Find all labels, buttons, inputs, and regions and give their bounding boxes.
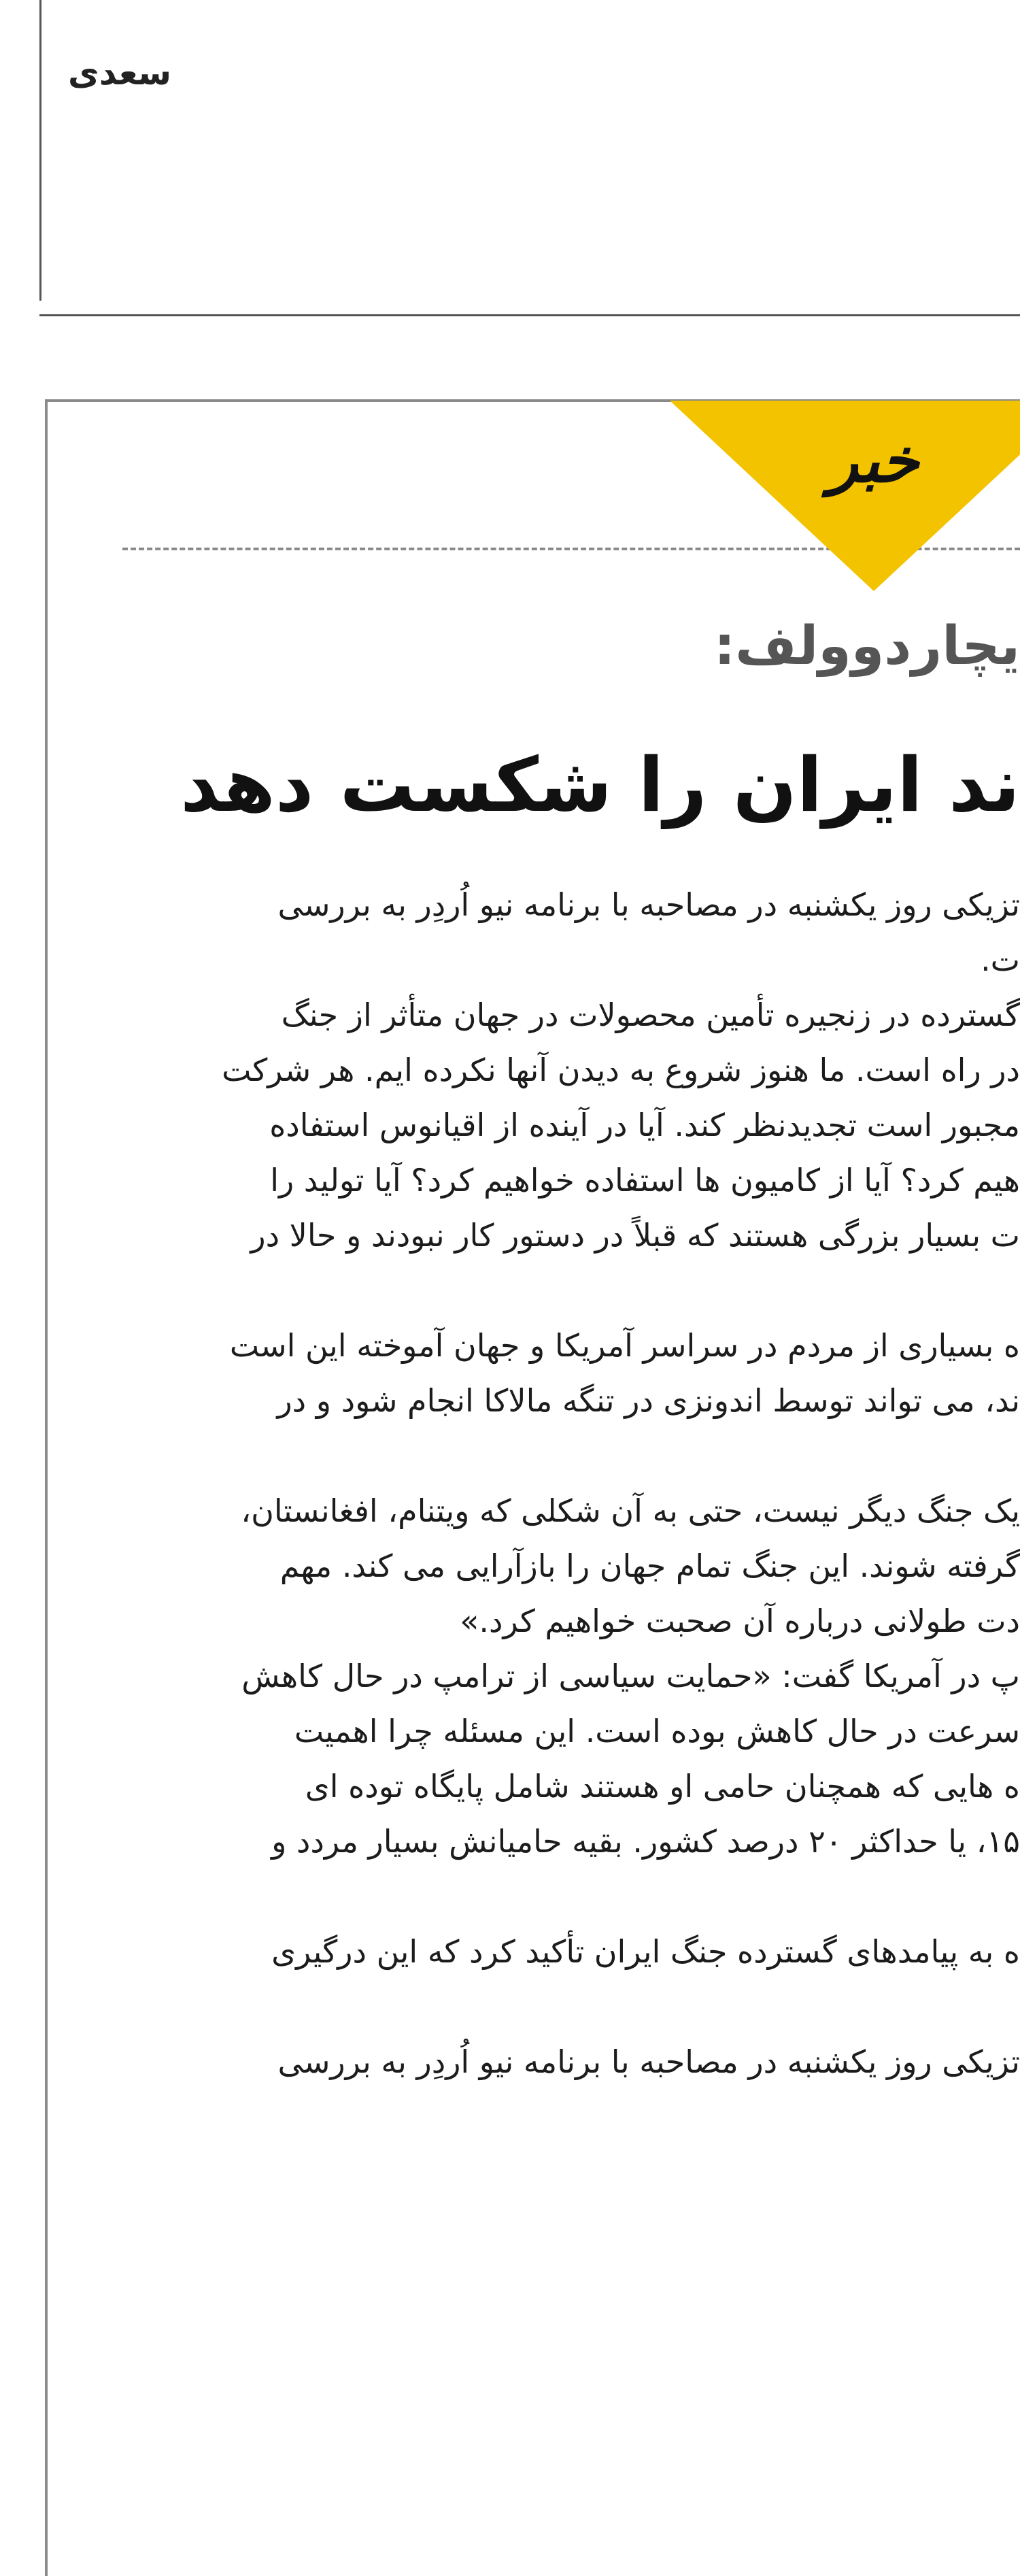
article-line: سرعت در حال کاهش بوده است. این مسئله چرا اهمیت xyxy=(294,1713,1020,1750)
headline-kicker: یچاردوولف: xyxy=(713,616,1020,677)
top-left-rule xyxy=(39,0,41,301)
paragraph-gap xyxy=(54,1428,1020,1484)
news-tag-label: خبر xyxy=(828,425,919,497)
article-line: ۱۵، یا حداکثر ۲۰ درصد کشور. بقیه حامیانش بسیار مردد و xyxy=(271,1823,1020,1860)
article-line: مجبور است تجدیدنظر کند. آیا در آینده از اقیانوس استفاده xyxy=(269,1107,1020,1143)
article-paragraph xyxy=(54,1924,1020,1979)
article-paragraph xyxy=(54,1484,1020,1869)
article-line: ه به پیامدهای گسترده جنگ ایران تأکید کرد که این درگیری xyxy=(271,1933,1020,1970)
article-body xyxy=(54,877,1020,2090)
article-line: تزیکی روز یکشنبه در مصاحبه با برنامه نیو اُردِر به بررسی xyxy=(277,2043,1020,2080)
article-line: در راه است. ما هنوز شروع به دیدن آنها نکرده ایم. هر شرکت xyxy=(222,1052,1020,1088)
article-paragraph xyxy=(54,2035,1020,2090)
article-line: گرفته شوند. این جنگ تمام جهان را بازآرایی می کند. مهم xyxy=(279,1548,1020,1584)
article-paragraph xyxy=(54,1318,1020,1428)
article-line: تزیکی روز یکشنبه در مصاحبه با برنامه نیو اُردِر به بررسی xyxy=(277,886,1020,923)
article-paragraph xyxy=(54,988,1020,1263)
article-line: پ در آمریکا گفت: «حمایت سیاسی از ترامپ در حال کاهش xyxy=(241,1658,1020,1694)
article-line: گسترده در زنجیره تأمین محصولات در جهان متأثر از جنگ xyxy=(281,997,1020,1033)
article-line: دت طولانی درباره آن صحبت خواهیم کرد.» xyxy=(460,1603,1020,1639)
article-line: ت بسیار بزرگی هستند که قبلاً در دستور کار نبودند و حالا در xyxy=(250,1217,1020,1254)
article-line: ه بسیاری از مردم در سراسر آمریکا و جهان آموخته این است xyxy=(229,1327,1020,1364)
paragraph-gap xyxy=(54,1263,1020,1318)
headline: ند ایران را شکست دهد xyxy=(180,741,1020,829)
article-line: هیم کرد؟ آیا از کامیون ها استفاده خواهیم کرد؟ آیا تولید را xyxy=(270,1162,1020,1199)
paragraph-gap xyxy=(54,1869,1020,1924)
top-bottom-rule xyxy=(39,314,1020,316)
article-line: ند، می تواند توسط اندونزی در تنگه مالاکا انجام شود و در xyxy=(277,1382,1020,1419)
author-name: سعدی xyxy=(68,53,172,93)
paragraph-gap xyxy=(54,1979,1020,2035)
article-line: ه هایی که همچنان حامی او هستند شامل پایگاه توده ای xyxy=(305,1768,1020,1805)
article-line: ت. xyxy=(981,941,1020,978)
article-paragraph xyxy=(54,877,1020,988)
article-line: یک جنگ دیگر نیست، حتی به آن شکلی که ویتنام، افغانستان، xyxy=(241,1492,1020,1529)
top-section xyxy=(0,0,1020,320)
